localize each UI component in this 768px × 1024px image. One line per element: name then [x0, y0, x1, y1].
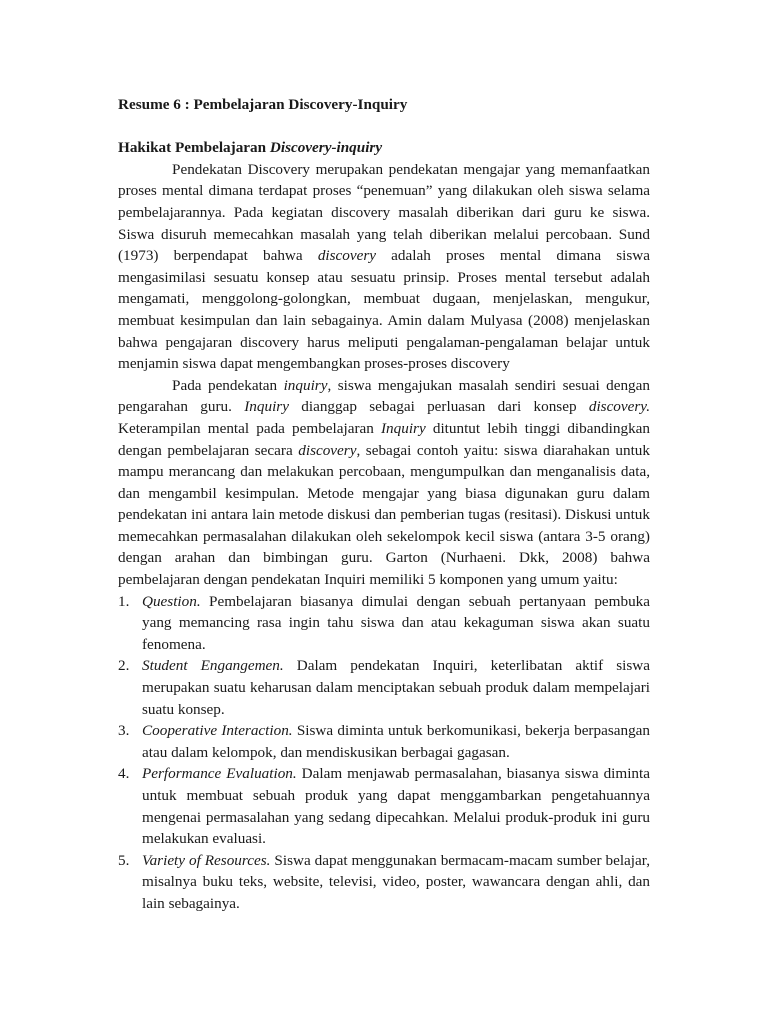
list-item [118, 591, 650, 656]
paragraph-text: dituntut lebih tinggi dibandingkan dengan pembelajaran secara [118, 419, 650, 459]
paragraph-italic-term: discovery [317, 247, 377, 265]
paragraph-italic-term: discovery. [588, 398, 650, 416]
paragraph-text: dianggap sebagai perluasan dari konsep [288, 398, 589, 416]
section-heading-plain: Hakikat Pembelajaran [118, 139, 270, 157]
paragraph-text: adalah proses mental dimana siswa mengasimilasi sesuatu konsep atau sesuatu prinsip. Proses mental tersebut adalah mengamati, menggolong-golongkan, membuat dugaan, menjelaskan, mengukur, membuat kesimpulan dan lain sebagainya. Amin dalam Mulyasa (2008) menjelaskan bahwa pengajaran discovery harus meliputi pengalaman-pengalaman belajar untuk menjamin siswa dapat mengembangkan proses-proses discovery [118, 247, 651, 373]
paragraph-italic-term: inquiry [283, 376, 328, 394]
list-item [118, 763, 650, 849]
section-heading [118, 137, 650, 159]
list-item-term: Cooperative Interaction. [142, 722, 293, 740]
paragraph-text: Pendekatan Discovery merupakan pendekatan mengajar yang memanfaatkan proses mental dimana terdapat proses “penemuan” yang dilakukan oleh siswa selama pembelajarannya. Pada kegiatan discovery masalah diberikan dari guru ke siswa. Siswa disuruh memecahkan masalah yang telah diberikan melalui percobaan. Sund (1973) berpendapat bahwa [118, 160, 650, 265]
list-item-term: Performance Evaluation. [142, 765, 297, 783]
list-item-text: Pembelajaran biasanya dimulai dengan sebuah pertanyaan pembuka yang memancing rasa ingin tahu siswa dan atau kekaguman siswa akan suatu fenomena. [142, 592, 650, 653]
list-item-term: Student Engangemen. [142, 657, 284, 675]
list-number: 1. [118, 592, 130, 610]
document-title: Resume 6 : Pembelajaran Discovery-Inquiry [118, 96, 408, 113]
list-item-text: Dalam pendekatan Inquiri, keterlibatan aktif siswa merupakan suatu keharusan dalam menciptakan sebuah produk dalam mempelajari suatu konsep. [142, 657, 650, 718]
components-list [118, 591, 650, 915]
list-item-term: Variety of Resources. [142, 851, 271, 869]
list-number: 5. [118, 851, 130, 869]
paragraph-italic-term: discovery [298, 441, 357, 459]
paragraph-italic-term: Inquiry [244, 398, 289, 416]
list-item [118, 720, 650, 763]
list-item [118, 850, 651, 915]
paragraph-discovery [118, 159, 650, 375]
list-item-text: Siswa dapat menggunakan bermacam-macam sumber belajar, misalnya buku teks, website, televisi, video, poster, wawancara dengan ahli, dan lain sebagainya. [142, 851, 651, 912]
list-number: 3. [118, 722, 130, 740]
list-item-term: Question. [142, 592, 201, 610]
paragraph-italic-term: Inquiry [381, 419, 426, 437]
paragraph-text: , siswa mengajukan masalah sendiri sesuai dengan pengarahan guru. [118, 376, 650, 416]
list-item-text: Siswa diminta untuk berkomunikasi, bekerja berpasangan atau dalam kelompok, dan mendiskusikan berbagai gagasan. [142, 722, 650, 761]
paragraph-text: Keterampilan mental pada pembelajaran [118, 419, 381, 437]
list-number: 4. [118, 765, 130, 783]
list-item-text: Dalam menjawab permasalahan, biasanya siswa diminta untuk membuat sebuah produk yang dapat menggambarkan pengetahuannya mengenai permasalahan yang sedang dipecahkan. Melalui produk-produk ini guru melakukan evaluasi. [142, 765, 650, 848]
paragraph-text: Pada pendekatan [172, 376, 284, 394]
paragraph-inquiry [118, 375, 650, 591]
section-heading-italic: Discovery-inquiry [269, 139, 383, 157]
list-item [118, 655, 650, 720]
paragraph-text: , sebagai contoh yaitu: siswa diarahakan untuk mampu merancang dan melakukan percobaan, mengumpulkan dan menganalisis data, dan mengambil kesimpulan. Metode mengajar yang biasa digunakan guru dalam pendekatan ini antara lain metode diskusi dan pemberian tugas (resitasi). Diskusi untuk memecahkan permasalahan dilakukan oleh sekelompok kecil siswa (antara 3-5 orang) dengan arahan dan bimbingan guru. Garton (Nurhaeni. Dkk, 2008) bahwa pembelajaran dengan pendekatan Inquiri memiliki 5 komponen yang umum yaitu: [118, 441, 650, 589]
list-number: 2. [118, 657, 130, 675]
